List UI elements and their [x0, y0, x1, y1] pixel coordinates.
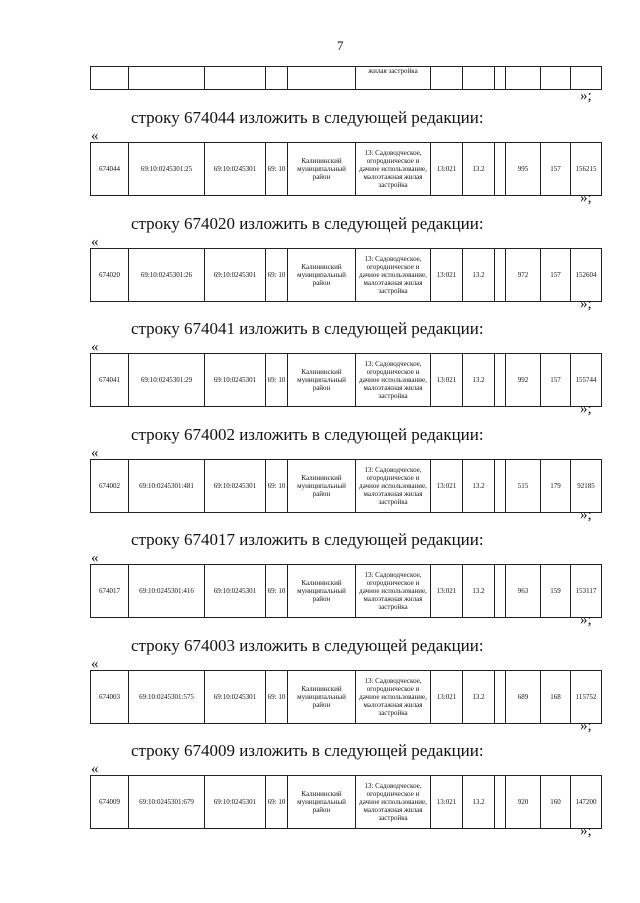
cell-quarter: 69:10:0245301	[205, 248, 266, 301]
cell-zone	[266, 67, 288, 90]
cell-blank	[495, 143, 506, 196]
table-row	[91, 459, 602, 512]
amended-row-table	[90, 670, 602, 724]
cell-cadastral: 69:10:0245301:481	[129, 459, 205, 512]
cell-use: жилая застройка	[356, 67, 431, 90]
page-number: 7	[337, 38, 344, 53]
opening-quote: «	[91, 550, 99, 566]
amended-row-table	[90, 459, 602, 513]
amended-row-table	[90, 248, 602, 302]
cell-id: 674020	[91, 248, 129, 301]
cell-blank	[495, 670, 506, 723]
amendment-instruction: строку 674020 изложить в следующей редакции:	[131, 213, 484, 233]
cell-quarter: 69:10:0245301	[205, 354, 266, 407]
cell-group: 13.2	[463, 459, 495, 512]
opening-quote: «	[91, 339, 99, 355]
cell-use: 13: Садоводческое, огородническое и дачное использование, малоэтажная жилая застройка	[356, 565, 431, 618]
cell-cadastral: 69:10:0245301:25	[129, 143, 205, 196]
cell-use: 13: Садоводческое, огородническое и дачное использование, малоэтажная жилая застройка	[356, 143, 431, 196]
cell-value	[571, 67, 602, 90]
cell-area: 963	[506, 565, 541, 618]
cell-id: 674002	[91, 459, 129, 512]
cell-district: Калининский муниципальный район	[288, 565, 356, 618]
cell-district: Калининский муниципальный район	[288, 354, 356, 407]
cell-zone: 69: 10	[266, 354, 288, 407]
amendment-instruction: строку 674017 изложить в следующей редакции:	[131, 530, 484, 549]
cell-blank	[495, 459, 506, 512]
cell-quarter: 69:10:0245301	[205, 565, 266, 618]
amended-row-table	[90, 775, 602, 829]
cell-group: 13.2	[463, 143, 495, 196]
cell-area: 689	[506, 670, 541, 723]
closing-quote: »;	[580, 401, 592, 417]
closing-quote: »;	[580, 88, 592, 104]
amendment-instruction: строку 674044 изложить в следующей редакции:	[131, 108, 484, 127]
cell-group: 13.2	[463, 354, 495, 407]
cell-area	[506, 67, 541, 90]
cell-group: 13.2	[463, 248, 495, 301]
cell-quarter: 69:10:0245301	[205, 776, 266, 829]
table-row	[91, 143, 602, 196]
amended-row-table	[90, 353, 602, 407]
cell-group: 13.2	[463, 565, 495, 618]
cell-zone: 69: 10	[266, 248, 288, 301]
cell-id: 674009	[91, 776, 129, 829]
cell-district: Калининский муниципальный район	[288, 776, 356, 829]
cell-code: 13:021	[431, 776, 463, 829]
cell-id: 674003	[91, 670, 129, 723]
cell-rate	[541, 67, 571, 90]
cell-rate: 157	[541, 248, 571, 301]
cell-zone: 69: 10	[266, 565, 288, 618]
cell-quarter: 69:10:0245301	[205, 143, 266, 196]
cell-code: 13:021	[431, 143, 463, 196]
cell-area: 995	[506, 143, 541, 196]
cell-value: 92185	[571, 459, 602, 512]
cell-zone: 69: 10	[266, 670, 288, 723]
table-fragment	[90, 66, 602, 90]
amendment-instruction: строку 674041 изложить в следующей редакции:	[131, 319, 484, 338]
cell-code: 13:021	[431, 248, 463, 301]
cell-rate: 160	[541, 776, 571, 829]
table-row	[91, 67, 602, 90]
amended-row-table	[90, 564, 602, 618]
cell-id: 674041	[91, 354, 129, 407]
cell-value: 152604	[571, 248, 602, 301]
cell-zone: 69: 10	[266, 776, 288, 829]
cell-code	[431, 67, 463, 90]
cell-group: 13.2	[463, 670, 495, 723]
cell-cadastral: 69:10:0245301:416	[129, 565, 205, 618]
cell-zone: 69: 10	[266, 143, 288, 196]
cell-quarter: 69:10:0245301	[205, 459, 266, 512]
closing-quote: »;	[580, 506, 592, 523]
closing-quote: »;	[580, 612, 592, 628]
closing-quote: »;	[580, 295, 592, 312]
cell-district: Калининский муниципальный район	[288, 248, 356, 301]
cell-use: 13: Садоводческое, огородническое и дачное использование, малоэтажная жилая застройка	[356, 248, 431, 301]
amendment-instruction: строку 674003 изложить в следующей редакции:	[131, 635, 484, 655]
amended-row-table	[90, 142, 602, 196]
cell-blank	[495, 565, 506, 618]
cell-use: 13: Садоводческое, огородническое и дачное использование, малоэтажная жилая застройка	[356, 354, 431, 407]
table-row	[91, 354, 602, 407]
cell-rate: 168	[541, 670, 571, 723]
cell-area: 992	[506, 354, 541, 407]
cell-cadastral	[129, 67, 205, 90]
closing-quote: »;	[580, 190, 592, 206]
cell-code: 13:021	[431, 354, 463, 407]
cell-quarter	[205, 67, 266, 90]
cell-area: 515	[506, 459, 541, 512]
cell-code: 13:021	[431, 565, 463, 618]
amendment-instruction: строку 674002 изложить в следующей редакции:	[131, 424, 484, 444]
cell-district: Калининский муниципальный район	[288, 143, 356, 196]
cell-cadastral: 69:10:0245301:575	[129, 670, 205, 723]
cell-id: 674044	[91, 143, 129, 196]
cell-cadastral: 69:10:0245301:679	[129, 776, 205, 829]
cell-id	[91, 67, 129, 90]
cell-value: 153117	[571, 565, 602, 618]
cell-group	[463, 67, 495, 90]
cell-district: Калининский муниципальный район	[288, 459, 356, 512]
cell-blank	[495, 248, 506, 301]
closing-quote: »;	[580, 717, 592, 734]
cell-area: 972	[506, 248, 541, 301]
opening-quote: «	[91, 128, 99, 144]
opening-quote: «	[91, 444, 99, 461]
cell-rate: 179	[541, 459, 571, 512]
closing-quote: »;	[580, 823, 592, 839]
opening-quote: «	[91, 233, 99, 250]
cell-rate: 157	[541, 143, 571, 196]
cell-cadastral: 69:10:0245301:29	[129, 354, 205, 407]
table-row	[91, 670, 602, 723]
cell-quarter: 69:10:0245301	[205, 670, 266, 723]
cell-value: 156215	[571, 143, 602, 196]
cell-value: 155744	[571, 354, 602, 407]
amendment-instruction: строку 674009 изложить в следующей редакции:	[131, 741, 484, 760]
table-row	[91, 248, 602, 301]
cell-blank	[495, 776, 506, 829]
cell-use: 13: Садоводческое, огородническое и дачное использование, малоэтажная жилая застройка	[356, 459, 431, 512]
cell-blank	[495, 354, 506, 407]
cell-area: 920	[506, 776, 541, 829]
cell-code: 13:021	[431, 459, 463, 512]
cell-district: Калининский муниципальный район	[288, 670, 356, 723]
opening-quote: «	[91, 761, 99, 777]
opening-quote: «	[91, 655, 99, 672]
cell-blank	[495, 67, 506, 90]
cell-rate: 157	[541, 354, 571, 407]
cell-cadastral: 69:10:0245301:26	[129, 248, 205, 301]
cell-value: 115752	[571, 670, 602, 723]
table-row	[91, 776, 602, 829]
cell-use: 13: Садоводческое, огородническое и дачное использование, малоэтажная жилая застройка	[356, 776, 431, 829]
table-row	[91, 565, 602, 618]
cell-id: 674017	[91, 565, 129, 618]
cell-zone: 69: 10	[266, 459, 288, 512]
cell-group: 13.2	[463, 776, 495, 829]
cell-code: 13:021	[431, 670, 463, 723]
cell-use: 13: Садоводческое, огородническое и дачное использование, малоэтажная жилая застройка	[356, 670, 431, 723]
cell-value: 147200	[571, 776, 602, 829]
cell-rate: 159	[541, 565, 571, 618]
cell-district	[288, 67, 356, 90]
